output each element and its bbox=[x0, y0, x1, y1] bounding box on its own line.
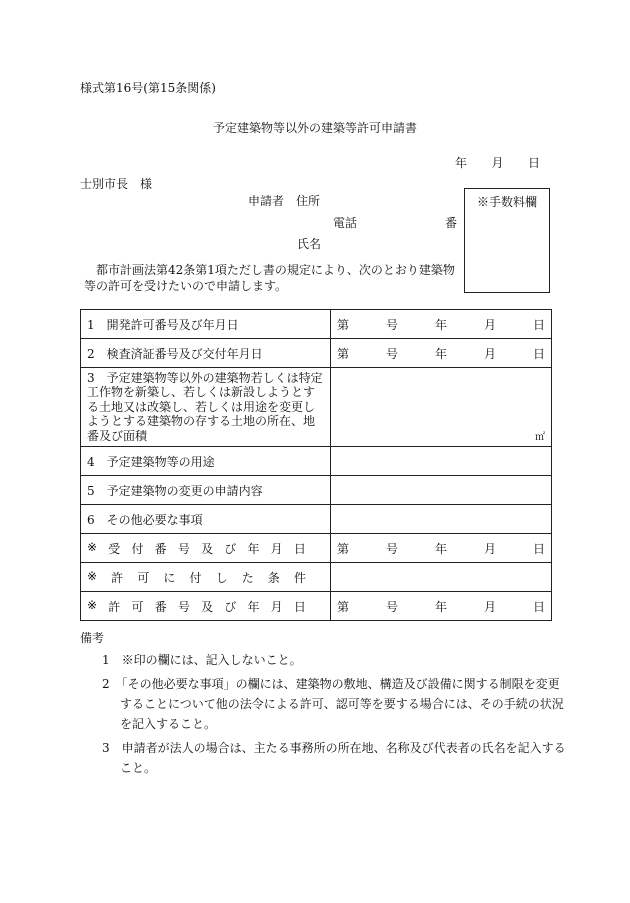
label-char: 日 bbox=[293, 599, 306, 614]
label-char: 及 bbox=[201, 599, 214, 614]
date-number-go: 号 bbox=[385, 317, 398, 332]
fee-box-label: ※手数料欄 bbox=[477, 195, 538, 209]
date-number-day: 日 bbox=[532, 599, 545, 614]
row-value-field[interactable] bbox=[331, 339, 552, 368]
label-char: 条 bbox=[267, 570, 280, 585]
label-char: 号 bbox=[177, 599, 190, 614]
label-char: し bbox=[215, 570, 228, 585]
row-value-field[interactable] bbox=[331, 476, 552, 505]
note-item: 1 ※印の欄には、記入しないこと。 bbox=[102, 653, 302, 667]
addressee: 士別市長 様 bbox=[80, 177, 153, 191]
note-item: 2 「その他必要な事項」の欄には、建築物の敷地、構造及び設備に関する制限を変更することについて他の法令による許可、認可等を要する場合には、その手続の状況を記入すること。 bbox=[102, 677, 564, 731]
label-char: 受 bbox=[108, 541, 121, 556]
label-char: 番 bbox=[154, 541, 167, 556]
date-number-dai: 第 bbox=[337, 346, 350, 361]
row-value-field[interactable] bbox=[331, 447, 552, 476]
label-char: ※ bbox=[87, 568, 98, 583]
label-char: 許 bbox=[108, 599, 121, 614]
row-label: 4 予定建築物等の用途 bbox=[81, 447, 331, 476]
label-char: 件 bbox=[293, 570, 306, 585]
row-label: 3 予定建築物等以外の建築物若しくは特定工作物を新築し、若しくは新設しようとする土地又は改築し、若しくは用途を変更しようとする建築物の存する土地の所在、地番及び面積 bbox=[81, 368, 331, 447]
table-row bbox=[81, 592, 552, 621]
date-number-day: 日 bbox=[532, 541, 545, 556]
label-char: び bbox=[224, 599, 237, 614]
row-value-field[interactable] bbox=[331, 563, 552, 592]
date-number-go: 号 bbox=[385, 541, 398, 556]
form-title: 予定建築物等以外の建築等許可申請書 bbox=[212, 121, 417, 135]
label-char: 号 bbox=[177, 541, 190, 556]
label-char: ※ bbox=[87, 539, 98, 554]
date-number-go: 号 bbox=[385, 346, 398, 361]
row-label: 6 その他必要な事項 bbox=[81, 505, 331, 534]
date-number-month: 月 bbox=[483, 346, 496, 361]
row-label bbox=[81, 563, 331, 592]
label-char: 可 bbox=[137, 570, 150, 585]
telephone-suffix: 番 bbox=[445, 216, 458, 230]
date-number-dai: 第 bbox=[337, 317, 350, 332]
date-year: 年 bbox=[455, 156, 468, 170]
row-label bbox=[81, 592, 331, 621]
applicant-address-label: 申請者 住所 bbox=[248, 194, 321, 208]
table-row bbox=[81, 505, 552, 534]
row-label: 2 検査済証番号及び交付年月日 bbox=[81, 339, 331, 368]
row-label: 5 予定建築物の変更の申請内容 bbox=[81, 476, 331, 505]
row-value-field[interactable] bbox=[331, 534, 552, 563]
label-char: 月 bbox=[270, 599, 283, 614]
date-number-month: 月 bbox=[483, 541, 496, 556]
fee-box bbox=[464, 188, 550, 293]
notes-title: 備考 bbox=[80, 631, 105, 645]
date-number-dai: 第 bbox=[337, 599, 350, 614]
application-statement: 都市計画法第42条第1項ただし書の規定により、次のとおり建築物等の許可を受けたいので申請します。 bbox=[84, 263, 455, 293]
row-value-field[interactable] bbox=[331, 505, 552, 534]
date-number-year: 年 bbox=[434, 599, 447, 614]
row-value-field[interactable] bbox=[331, 368, 552, 447]
label-char: 年 bbox=[247, 541, 260, 556]
note-item: 3 申請者が法人の場合は、主たる事務所の所在地、名称及び代表者の氏名を記入すること。 bbox=[102, 741, 566, 775]
date-number-go: 号 bbox=[385, 599, 398, 614]
label-char: 年 bbox=[247, 599, 260, 614]
form-number: 様式第16号(第15条関係) bbox=[80, 81, 216, 95]
date-number-month: 月 bbox=[483, 317, 496, 332]
label-char: び bbox=[224, 541, 237, 556]
date-number-dai: 第 bbox=[337, 541, 350, 556]
label-char: 月 bbox=[270, 541, 283, 556]
table-row bbox=[81, 339, 552, 368]
date-number-month: 月 bbox=[483, 599, 496, 614]
date-number-year: 年 bbox=[434, 541, 447, 556]
label-char: 許 bbox=[111, 570, 124, 585]
table-row bbox=[81, 368, 552, 447]
date-day: 日 bbox=[527, 156, 540, 170]
application-date bbox=[455, 154, 540, 171]
applicant-name-label: 氏名 bbox=[297, 237, 322, 251]
table-row bbox=[81, 310, 552, 339]
application-table bbox=[80, 309, 552, 621]
area-unit: ㎡ bbox=[535, 432, 545, 443]
row-label bbox=[81, 534, 331, 563]
date-number-year: 年 bbox=[434, 346, 447, 361]
date-number-day: 日 bbox=[532, 317, 545, 332]
label-char: に bbox=[163, 570, 176, 585]
row-label: 1 開発許可番号及び年月日 bbox=[81, 310, 331, 339]
label-char: た bbox=[241, 570, 254, 585]
label-char: ※ bbox=[87, 597, 98, 612]
label-char: 番 bbox=[154, 599, 167, 614]
table-row bbox=[81, 476, 552, 505]
table-row bbox=[81, 563, 552, 592]
label-char: 日 bbox=[293, 541, 306, 556]
date-number-day: 日 bbox=[532, 346, 545, 361]
label-char: 付 bbox=[131, 541, 144, 556]
row-value-field[interactable] bbox=[331, 310, 552, 339]
row-value-field[interactable] bbox=[331, 592, 552, 621]
label-char: 及 bbox=[201, 541, 214, 556]
table-row bbox=[81, 447, 552, 476]
table-row bbox=[81, 534, 552, 563]
label-char: 付 bbox=[189, 570, 202, 585]
label-char: 可 bbox=[131, 599, 144, 614]
date-month: 月 bbox=[491, 156, 504, 170]
telephone-label: 電話 bbox=[333, 216, 358, 230]
date-number-year: 年 bbox=[434, 317, 447, 332]
